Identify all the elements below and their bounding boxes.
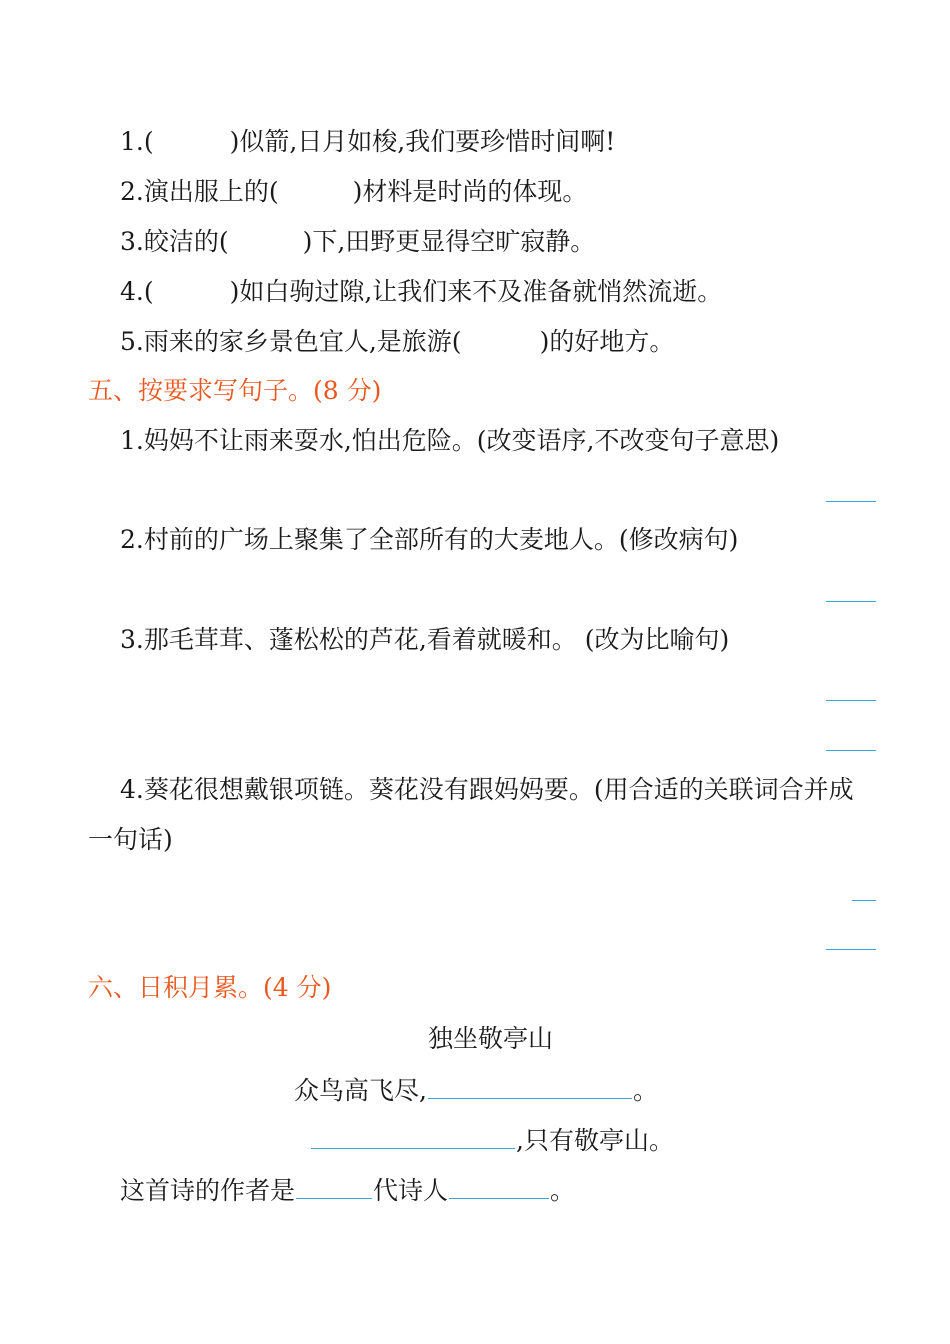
- author-question: [120, 1172, 575, 1208]
- section-5-heading: 五、按要求写句子。(8 分): [88, 376, 382, 405]
- poem-line-1: [294, 1072, 658, 1108]
- fill-item-1-suffix: )似箭,日月如梭,我们要珍惜时间啊!: [229, 127, 616, 156]
- poem-line-1-text: 众鸟高飞尽,: [294, 1076, 427, 1105]
- answer-line-3b[interactable]: [826, 750, 876, 751]
- rewrite-question-3: 3.那毛茸茸、蓬松松的芦花,看着就暖和。 (改为比喻句): [120, 625, 730, 654]
- answer-line-4b[interactable]: [826, 949, 876, 950]
- answer-line-2[interactable]: [826, 601, 876, 602]
- answer-line-4a[interactable]: [852, 900, 876, 901]
- author-question-end: 。: [550, 1176, 576, 1205]
- fill-item-2-prefix: 2.演出服上的(: [120, 177, 279, 206]
- fill-item-3-suffix: )下,田野更显得空旷寂静。: [302, 227, 596, 256]
- poet-name-blank[interactable]: [449, 1172, 549, 1199]
- rewrite-question-1: 1.妈妈不让雨来耍水,怕出危险。(改变语序,不改变句子意思): [120, 426, 780, 455]
- fill-item-4-suffix: )如白驹过隙,让我们来不及准备就悄然流逝。: [229, 277, 723, 306]
- answer-line-3a[interactable]: [826, 700, 876, 701]
- answer-line-1[interactable]: [826, 501, 876, 502]
- poem-line-2-end: ,只有敬亭山。: [516, 1126, 674, 1155]
- fill-item-2: [120, 175, 587, 209]
- fill-item-1-prefix: 1.(: [120, 127, 154, 156]
- rewrite-question-4-line-1: 4.葵花很想戴银项链。葵花没有跟妈妈要。(用合适的关联词合并成: [120, 775, 854, 804]
- fill-item-2-suffix: )材料是时尚的体现。: [352, 177, 588, 206]
- author-question-part-1: 这首诗的作者是: [120, 1176, 296, 1205]
- fill-item-4: [120, 275, 722, 309]
- dynasty-blank[interactable]: [296, 1172, 372, 1199]
- fill-item-4-prefix: 4.(: [120, 277, 154, 306]
- rewrite-question-4-line-2: 一句话): [88, 825, 173, 854]
- fill-item-5-prefix: 5.雨来的家乡景色宜人,是旅游(: [120, 327, 462, 356]
- author-question-part-2: 代诗人: [373, 1176, 449, 1205]
- fill-item-1: [120, 125, 615, 159]
- section-6-heading: 六、日积月累。(4 分): [88, 973, 332, 1002]
- fill-item-3-prefix: 3.皎洁的(: [120, 227, 229, 256]
- poem-title: 独坐敬亭山: [428, 1024, 554, 1053]
- poem-line-2: [310, 1122, 674, 1158]
- fill-item-3: [120, 225, 595, 259]
- rewrite-question-2: 2.村前的广场上聚集了全部所有的大麦地人。(修改病句): [120, 525, 739, 554]
- poem-line-2-blank[interactable]: [311, 1122, 515, 1149]
- poem-line-1-blank[interactable]: [428, 1072, 632, 1099]
- fill-item-5: [120, 325, 674, 359]
- poem-line-1-end: 。: [632, 1076, 658, 1105]
- fill-item-5-suffix: )的好地方。: [539, 327, 675, 356]
